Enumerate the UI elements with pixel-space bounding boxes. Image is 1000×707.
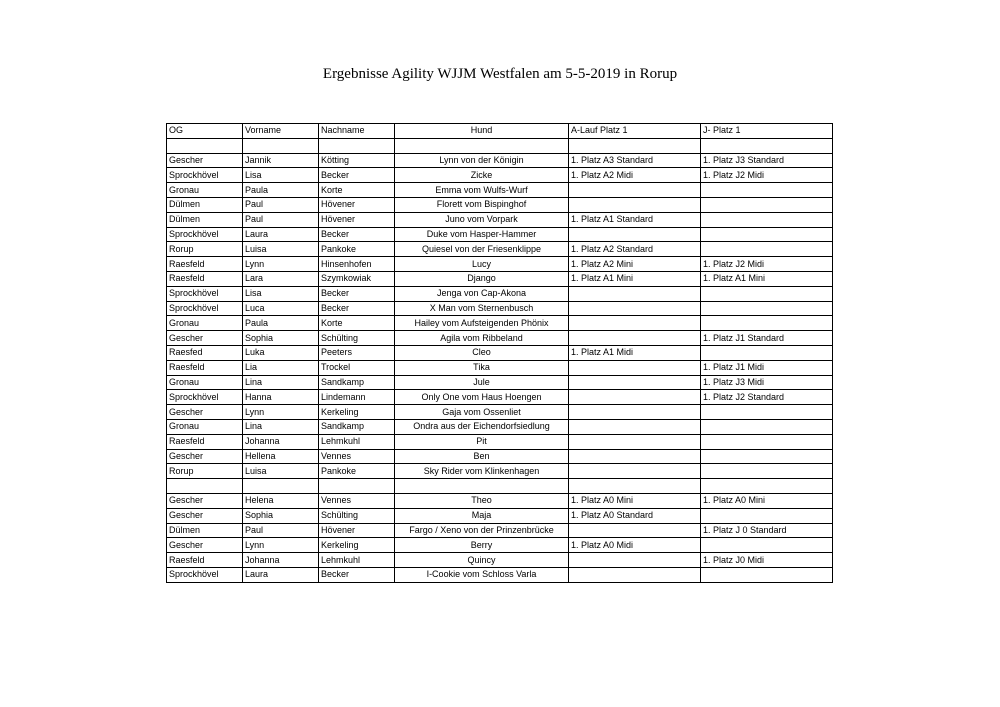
cell-hund: Sky Rider vom Klinkenhagen — [395, 464, 569, 479]
cell-j-platz: 1. Platz A1 Mini — [701, 271, 833, 286]
header-j-platz: J- Platz 1 — [701, 124, 833, 139]
header-hund: Hund — [395, 124, 569, 139]
cell-hund: Zicke — [395, 168, 569, 183]
cell-j-platz — [701, 449, 833, 464]
cell-j-platz — [701, 345, 833, 360]
table-row — [167, 375, 833, 390]
cell-vorname: Paul — [243, 523, 319, 538]
cell-j-platz: 1. Platz J0 Midi — [701, 553, 833, 568]
cell-a-lauf: 1. Platz A0 Midi — [569, 538, 701, 553]
cell-hund: Lucy — [395, 257, 569, 272]
cell-nachname — [319, 479, 395, 494]
document-title: Ergebnisse Agility WJJM Westfalen am 5-5-2019 in Rorup — [322, 66, 678, 82]
cell-vorname: Lynn — [243, 405, 319, 420]
table-row — [167, 242, 833, 257]
cell-vorname: Lisa — [243, 168, 319, 183]
cell-j-platz — [701, 227, 833, 242]
cell-hund: Theo — [395, 493, 569, 508]
cell-og: Gescher — [167, 405, 243, 420]
header-og: OG — [167, 124, 243, 139]
cell-nachname: Pankoke — [319, 242, 395, 257]
table-row — [167, 449, 833, 464]
cell-vorname: Lisa — [243, 286, 319, 301]
cell-a-lauf — [569, 301, 701, 316]
cell-og: Gronau — [167, 375, 243, 390]
cell-og: Gescher — [167, 538, 243, 553]
table-header-row — [167, 124, 833, 139]
cell-j-platz — [701, 183, 833, 198]
cell-hund: Berry — [395, 538, 569, 553]
cell-hund: Quiesel von der Friesenklippe — [395, 242, 569, 257]
cell-j-platz: 1. Platz J2 Standard — [701, 390, 833, 405]
cell-j-platz — [701, 197, 833, 212]
cell-hund: Jenga von Cap-Akona — [395, 286, 569, 301]
cell-og: Gronau — [167, 316, 243, 331]
cell-og: Sprockhövel — [167, 567, 243, 582]
cell-og: Dülmen — [167, 212, 243, 227]
cell-nachname: Vennes — [319, 449, 395, 464]
cell-nachname: Pankoke — [319, 464, 395, 479]
cell-nachname: Becker — [319, 227, 395, 242]
cell-a-lauf: 1. Platz A2 Standard — [569, 242, 701, 257]
cell-og: Raesfeld — [167, 360, 243, 375]
cell-j-platz: 1. Platz J 0 Standard — [701, 523, 833, 538]
cell-a-lauf — [569, 449, 701, 464]
cell-j-platz — [701, 138, 833, 153]
cell-a-lauf: 1. Platz A2 Midi — [569, 168, 701, 183]
cell-nachname: Hövener — [319, 212, 395, 227]
table-row — [167, 538, 833, 553]
cell-j-platz — [701, 316, 833, 331]
cell-vorname: Paul — [243, 212, 319, 227]
cell-og: Sprockhövel — [167, 301, 243, 316]
cell-a-lauf: 1. Platz A1 Standard — [569, 212, 701, 227]
cell-a-lauf — [569, 286, 701, 301]
cell-nachname — [319, 138, 395, 153]
cell-og: Gescher — [167, 508, 243, 523]
cell-hund: X Man vom Sternenbusch — [395, 301, 569, 316]
table-row — [167, 493, 833, 508]
cell-vorname: Lynn — [243, 538, 319, 553]
cell-a-lauf: 1. Platz A0 Mini — [569, 493, 701, 508]
cell-vorname: Luka — [243, 345, 319, 360]
table-row — [167, 331, 833, 346]
cell-og: Sprockhövel — [167, 168, 243, 183]
cell-j-platz — [701, 479, 833, 494]
cell-vorname: Luca — [243, 301, 319, 316]
cell-vorname — [243, 138, 319, 153]
cell-og: Rorup — [167, 242, 243, 257]
table-row — [167, 523, 833, 538]
cell-nachname: Becker — [319, 286, 395, 301]
table-row — [167, 271, 833, 286]
table-row — [167, 316, 833, 331]
cell-j-platz: 1. Platz J2 Midi — [701, 168, 833, 183]
cell-nachname: Vennes — [319, 493, 395, 508]
cell-vorname: Luisa — [243, 464, 319, 479]
header-nachname: Nachname — [319, 124, 395, 139]
cell-og: Gronau — [167, 183, 243, 198]
cell-nachname: Schülting — [319, 331, 395, 346]
cell-og: Raesfeld — [167, 271, 243, 286]
cell-hund: Fargo / Xeno von der Prinzenbrücke — [395, 523, 569, 538]
header-vorname: Vorname — [243, 124, 319, 139]
cell-vorname: Lara — [243, 271, 319, 286]
cell-vorname: Paula — [243, 316, 319, 331]
cell-og: Sprockhövel — [167, 227, 243, 242]
cell-hund: Gaja vom Ossenliet — [395, 405, 569, 420]
cell-j-platz — [701, 538, 833, 553]
cell-vorname: Hanna — [243, 390, 319, 405]
cell-hund: I-Cookie vom Schloss Varla — [395, 567, 569, 582]
cell-j-platz: 1. Platz J2 Midi — [701, 257, 833, 272]
cell-a-lauf — [569, 434, 701, 449]
cell-a-lauf: 1. Platz A0 Standard — [569, 508, 701, 523]
cell-nachname: Kötting — [319, 153, 395, 168]
cell-nachname: Peeters — [319, 345, 395, 360]
cell-nachname: Korte — [319, 183, 395, 198]
cell-j-platz — [701, 286, 833, 301]
cell-hund: Ondra aus der Eichendorfsiedlung — [395, 419, 569, 434]
cell-hund: Cleo — [395, 345, 569, 360]
cell-a-lauf — [569, 553, 701, 568]
cell-og: Raesfeld — [167, 257, 243, 272]
cell-hund: Django — [395, 271, 569, 286]
cell-vorname: Johanna — [243, 553, 319, 568]
table-row — [167, 286, 833, 301]
results-table — [166, 123, 833, 583]
cell-hund: Juno vom Vorpark — [395, 212, 569, 227]
cell-og: Raesfeld — [167, 553, 243, 568]
cell-j-platz — [701, 508, 833, 523]
cell-nachname: Korte — [319, 316, 395, 331]
cell-vorname: Laura — [243, 227, 319, 242]
cell-hund: Tika — [395, 360, 569, 375]
cell-hund: Emma vom Wulfs-Wurf — [395, 183, 569, 198]
cell-hund: Quincy — [395, 553, 569, 568]
cell-hund: Ben — [395, 449, 569, 464]
table-row — [167, 227, 833, 242]
cell-og: Rorup — [167, 464, 243, 479]
cell-a-lauf: 1. Platz A3 Standard — [569, 153, 701, 168]
cell-nachname: Lehmkuhl — [319, 434, 395, 449]
cell-og: Gronau — [167, 419, 243, 434]
cell-a-lauf — [569, 375, 701, 390]
header-a-lauf: A-Lauf Platz 1 — [569, 124, 701, 139]
cell-a-lauf — [569, 360, 701, 375]
table-row — [167, 257, 833, 272]
cell-a-lauf — [569, 405, 701, 420]
cell-j-platz — [701, 405, 833, 420]
table-row — [167, 138, 833, 153]
table-row — [167, 301, 833, 316]
cell-og: Gescher — [167, 449, 243, 464]
table-row — [167, 197, 833, 212]
cell-j-platz — [701, 567, 833, 582]
cell-og — [167, 138, 243, 153]
table-row — [167, 419, 833, 434]
cell-og: Gescher — [167, 493, 243, 508]
table-row — [167, 183, 833, 198]
cell-j-platz — [701, 464, 833, 479]
cell-og: Sprockhövel — [167, 390, 243, 405]
cell-vorname: Lina — [243, 419, 319, 434]
table-row — [167, 360, 833, 375]
table-row — [167, 168, 833, 183]
cell-vorname: Hellena — [243, 449, 319, 464]
cell-vorname: Lina — [243, 375, 319, 390]
cell-j-platz: 1. Platz J1 Standard — [701, 331, 833, 346]
table-row — [167, 345, 833, 360]
cell-j-platz — [701, 242, 833, 257]
cell-j-platz — [701, 434, 833, 449]
cell-hund: Duke vom Hasper-Hammer — [395, 227, 569, 242]
cell-vorname: Jannik — [243, 153, 319, 168]
table-row — [167, 508, 833, 523]
cell-vorname: Sophia — [243, 508, 319, 523]
cell-a-lauf — [569, 197, 701, 212]
cell-a-lauf — [569, 183, 701, 198]
cell-j-platz: 1. Platz J1 Midi — [701, 360, 833, 375]
cell-a-lauf — [569, 331, 701, 346]
cell-nachname: Schülting — [319, 508, 395, 523]
cell-vorname — [243, 479, 319, 494]
cell-vorname: Lia — [243, 360, 319, 375]
cell-nachname: Szymkowiak — [319, 271, 395, 286]
cell-nachname: Lindemann — [319, 390, 395, 405]
cell-og — [167, 479, 243, 494]
cell-a-lauf: 1. Platz A1 Mini — [569, 271, 701, 286]
cell-a-lauf — [569, 567, 701, 582]
cell-vorname: Lynn — [243, 257, 319, 272]
cell-a-lauf — [569, 464, 701, 479]
cell-og: Raesfed — [167, 345, 243, 360]
cell-vorname: Johanna — [243, 434, 319, 449]
cell-hund — [395, 479, 569, 494]
cell-hund: Pit — [395, 434, 569, 449]
cell-vorname: Paul — [243, 197, 319, 212]
cell-nachname: Sandkamp — [319, 419, 395, 434]
cell-nachname: Kerkeling — [319, 538, 395, 553]
cell-og: Gescher — [167, 153, 243, 168]
table-row — [167, 479, 833, 494]
cell-a-lauf: 1. Platz A1 Midi — [569, 345, 701, 360]
cell-vorname: Luisa — [243, 242, 319, 257]
cell-j-platz — [701, 212, 833, 227]
table-row — [167, 405, 833, 420]
cell-a-lauf — [569, 138, 701, 153]
cell-nachname: Hinsenhofen — [319, 257, 395, 272]
cell-nachname: Becker — [319, 301, 395, 316]
cell-nachname: Lehmkuhl — [319, 553, 395, 568]
table-row — [167, 390, 833, 405]
table-row — [167, 553, 833, 568]
cell-j-platz — [701, 419, 833, 434]
cell-nachname: Sandkamp — [319, 375, 395, 390]
cell-vorname: Laura — [243, 567, 319, 582]
cell-nachname: Trockel — [319, 360, 395, 375]
cell-nachname: Hövener — [319, 197, 395, 212]
cell-og: Dülmen — [167, 197, 243, 212]
cell-hund: Hailey vom Aufsteigenden Phönix — [395, 316, 569, 331]
cell-nachname: Hövener — [319, 523, 395, 538]
cell-a-lauf — [569, 316, 701, 331]
cell-og: Dülmen — [167, 523, 243, 538]
table-row — [167, 212, 833, 227]
table-row — [167, 153, 833, 168]
cell-j-platz: 1. Platz J3 Standard — [701, 153, 833, 168]
cell-j-platz: 1. Platz A0 Mini — [701, 493, 833, 508]
cell-a-lauf — [569, 227, 701, 242]
cell-a-lauf — [569, 390, 701, 405]
cell-a-lauf: 1. Platz A2 Mini — [569, 257, 701, 272]
cell-nachname: Kerkeling — [319, 405, 395, 420]
cell-vorname: Paula — [243, 183, 319, 198]
cell-hund: Maja — [395, 508, 569, 523]
cell-hund: Only One vom Haus Hoengen — [395, 390, 569, 405]
cell-og: Gescher — [167, 331, 243, 346]
cell-hund: Agila vom Ribbeland — [395, 331, 569, 346]
cell-nachname: Becker — [319, 567, 395, 582]
cell-nachname: Becker — [319, 168, 395, 183]
cell-j-platz: 1. Platz J3 Midi — [701, 375, 833, 390]
results-table-body — [167, 124, 833, 583]
cell-a-lauf — [569, 419, 701, 434]
table-row — [167, 567, 833, 582]
table-row — [167, 434, 833, 449]
cell-hund: Florett vom Bispinghof — [395, 197, 569, 212]
cell-hund — [395, 138, 569, 153]
cell-vorname: Helena — [243, 493, 319, 508]
cell-j-platz — [701, 301, 833, 316]
cell-a-lauf — [569, 523, 701, 538]
cell-og: Sprockhövel — [167, 286, 243, 301]
cell-vorname: Sophia — [243, 331, 319, 346]
table-row — [167, 464, 833, 479]
cell-hund: Lynn von der Königin — [395, 153, 569, 168]
cell-a-lauf — [569, 479, 701, 494]
cell-og: Raesfeld — [167, 434, 243, 449]
cell-hund: Jule — [395, 375, 569, 390]
